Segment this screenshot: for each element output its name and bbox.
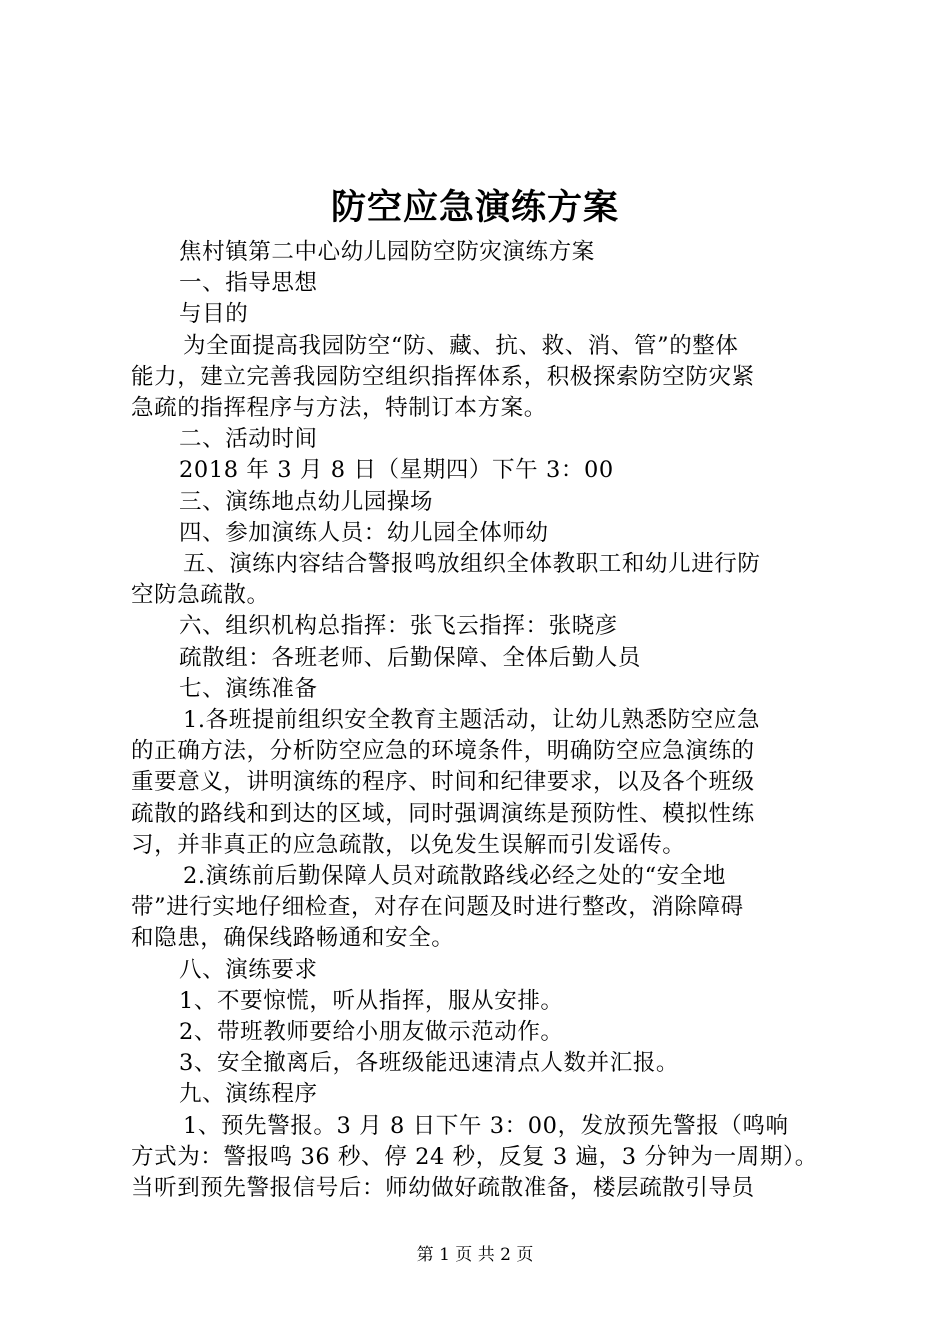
section-heading: 九、演练程序 <box>179 1081 318 1108</box>
section-heading: 七、演练准备 <box>179 675 318 702</box>
paragraph-line: 五、演练内容结合警报鸣放组织全体教职工和幼儿进行防 <box>183 551 761 578</box>
paragraph-content <box>131 549 831 611</box>
paragraph-preparation-1 <box>131 705 831 861</box>
paragraph-line: 1.各班提前组织安全教育主题活动，让幼儿熟悉防空应急 <box>183 707 761 734</box>
section-heading: 八、演练要求 <box>179 956 318 983</box>
section-heading: 四、参加演练人员：幼儿园全体师幼 <box>179 519 549 546</box>
paragraph-line: 习，并非真正的应急疏散，以免发生误解而引发谣传。 <box>131 831 686 858</box>
requirement-item: 3、安全撤离后，各班级能迅速清点人数并汇报。 <box>179 1050 680 1077</box>
section-heading-continued: 与目的 <box>179 301 249 328</box>
section-heading: 一、指导思想 <box>179 270 318 297</box>
subtitle-line: 焦村镇第二中心幼儿园防空防灾演练方案 <box>179 239 595 265</box>
paragraph-line: 和隐患，确保线路畅通和安全。 <box>131 925 455 952</box>
activity-time: 2018 年 3 月 8 日（星期四）下午 3：00 <box>179 457 614 484</box>
page-footer: 第 1 页 共 2 页 <box>416 1245 534 1265</box>
paragraph-line: 急疏的指挥程序与方法，特制订本方案。 <box>131 395 547 422</box>
paragraph-line: 能力，建立完善我园防空组织指挥体系，积极探索防空防灾紧 <box>131 363 755 390</box>
paragraph-line: 方式为：警报鸣 36 秒、停 24 秒，反复 3 遍，3 分钟为一周期）。 <box>131 1143 818 1170</box>
paragraph-line: 空防急疏散。 <box>131 582 270 609</box>
paragraph-line: 2.演练前后勤保障人员对疏散路线必经之处的“安全地 <box>183 863 726 890</box>
paragraph-line: 疏散的路线和到达的区域，同时强调演练是预防性、模拟性练 <box>131 800 755 827</box>
paragraph-procedure <box>131 1111 831 1205</box>
section-heading: 三、演练地点幼儿园操场 <box>179 488 434 515</box>
section-heading: 二、活动时间 <box>179 426 318 453</box>
paragraph-purpose <box>131 331 831 425</box>
evacuation-group-line: 疏散组：各班老师、后勤保障、全体后勤人员 <box>179 644 642 671</box>
requirement-item: 2、带班教师要给小朋友做示范动作。 <box>179 1019 564 1046</box>
paragraph-line: 为全面提高我园防空“防、藏、抗、救、消、管”的整体 <box>183 332 739 359</box>
section-heading: 六、组织机构总指挥：张飞云指挥：张晓彦 <box>179 613 618 640</box>
document-title: 防空应急演练方案 <box>330 187 619 228</box>
paragraph-line: 1、预先警报。3 月 8 日下午 3：00，发放预先警报（鸣响 <box>183 1112 789 1139</box>
paragraph-line: 当听到预先警报信号后：师幼做好疏散准备，楼层疏散引导员 <box>131 1175 755 1202</box>
document-body <box>131 237 831 1204</box>
paragraph-line: 带”进行实地仔细检查，对存在问题及时进行整改，消除障碍 <box>131 894 744 921</box>
paragraph-line: 重要意义，讲明演练的程序、时间和纪律要求，以及各个班级 <box>131 769 755 796</box>
requirement-item: 1、不要惊慌，听从指挥，服从安排。 <box>179 987 564 1014</box>
paragraph-preparation-2 <box>131 861 831 955</box>
paragraph-line: 的正确方法，分析防空应急的环境条件，明确防空应急演练的 <box>131 738 755 765</box>
